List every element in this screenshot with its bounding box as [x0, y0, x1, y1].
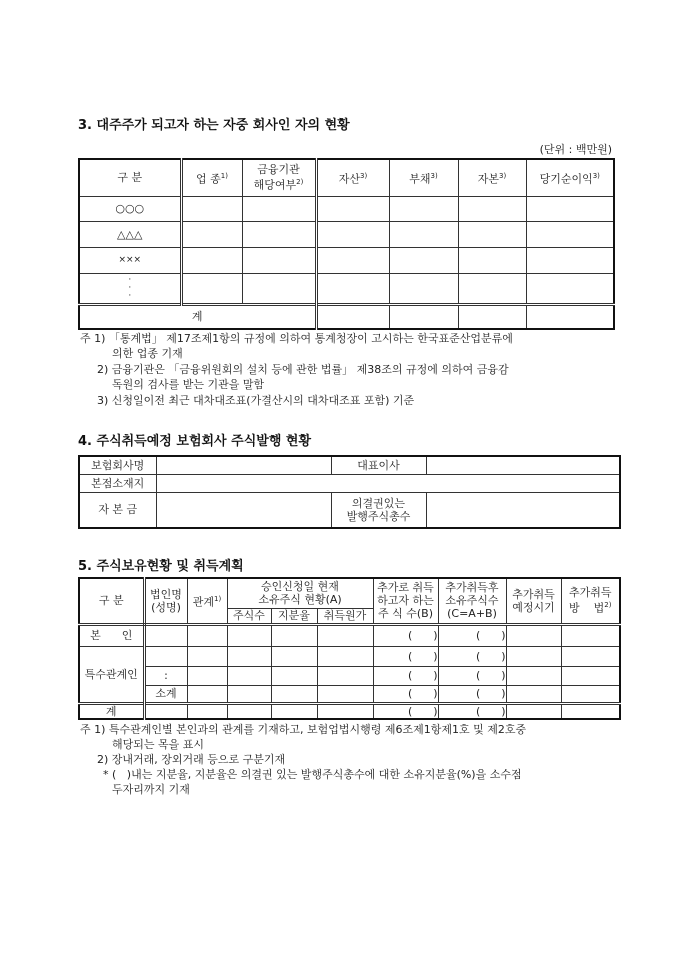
- table-row: [79, 666, 620, 685]
- header-shares: 주식수: [227, 608, 271, 624]
- subtotal-label: 소계: [144, 685, 187, 703]
- row-label-special: 특수관계인: [79, 646, 144, 703]
- label-voting-shares: 의결권있는 발행주식총수: [331, 492, 426, 528]
- table-shareholding-plan: [78, 577, 621, 720]
- header-equity: 자본$^{3)}$: [458, 159, 526, 196]
- note: 2) 장내거래, 장외거래 등으로 구분기재: [97, 753, 286, 766]
- label-head-office: 본점소재지: [79, 474, 156, 492]
- header-cost: 취득원가: [317, 608, 373, 624]
- table-row: [79, 624, 620, 646]
- paren-ratio: ( ): [373, 703, 438, 719]
- paren-ratio: ( ): [373, 685, 438, 703]
- paren-ratio: ( ): [438, 703, 506, 719]
- header-additional-shares: 추가로 취득 하고자 하는 주 식 수(B): [373, 578, 438, 624]
- total-label: 계: [79, 703, 144, 719]
- header-method: 추가취득 방 법$^{2)}$: [561, 578, 620, 624]
- paren-ratio: ( ): [438, 685, 506, 703]
- paren-ratio: ( ): [438, 666, 506, 685]
- header-gubun: 구 분: [79, 578, 144, 624]
- header-gubun: 구 분: [79, 159, 181, 196]
- label-ceo: 대표이사: [331, 456, 426, 474]
- note: 두자리까지 기재: [112, 783, 190, 796]
- header-relation: 관계$^{1)}$: [187, 578, 227, 624]
- table-row: [79, 247, 614, 273]
- paren-ratio: ( ): [373, 624, 438, 646]
- note: 해당되는 목을 표시: [112, 738, 205, 751]
- table-insurer-shares: [78, 455, 621, 529]
- table-row: [79, 273, 614, 304]
- total-row: [79, 304, 614, 329]
- note: 독원의 검사를 받는 기관을 말함: [112, 378, 265, 391]
- label-insurer-name: 보험회사명: [79, 456, 156, 474]
- header-name: 법인명 (성명): [144, 578, 187, 624]
- unit-label: (단위 : 백만원): [539, 143, 612, 156]
- header-ratio: 지분율: [271, 608, 317, 624]
- table-major-shareholder-companies: [78, 158, 615, 330]
- total-label: 계: [79, 304, 316, 329]
- paren-ratio: ( ): [438, 624, 506, 646]
- row-label-self: 본 인: [79, 624, 144, 646]
- table-row: [79, 196, 614, 221]
- header-after-shares: 추가취득후 소유주식수 (C=A+B): [438, 578, 506, 624]
- table-row: [79, 221, 614, 247]
- header-net-income: 당기순이익$^{3)}$: [526, 159, 614, 196]
- header-assets: 자산$^{3)}$: [316, 159, 389, 196]
- paren-ratio: ( ): [438, 646, 506, 666]
- section4-title: 4. 주식취득예정 보험회사 주식발행 현황: [78, 434, 312, 449]
- row-label: · · ·: [79, 273, 181, 304]
- header-holdings: 승인신청일 현재 소유주식 현황(A): [227, 578, 373, 608]
- header-schedule: 추가취득 예정시기: [506, 578, 561, 624]
- section3-title: 3. 대주주가 되고자 하는 자중 회사인 자의 현황: [78, 118, 350, 133]
- header-industry: 업 종$^{1)}$: [181, 159, 242, 196]
- note: 2) 금융기관은 「금융위원회의 설치 등에 관한 법률」 제38조의 규정에 의하여 금융감: [97, 363, 509, 376]
- row-label: ×××: [79, 247, 181, 273]
- header-financial-institution: 금융기관 해당여부$^{2)}$: [242, 159, 316, 196]
- note: 주 1) 「통계법」 제17조제1항의 규정에 의하여 통계청장이 고시하는 한국표준산업분류에: [80, 332, 513, 345]
- dots: :: [144, 666, 187, 685]
- note: 3) 신청일이전 최근 대차대조표(가결산시의 대차대조표 포함) 기준: [97, 394, 415, 407]
- section5-title: 5. 주식보유현황 및 취득계획: [78, 559, 244, 574]
- header-liabilities: 부채$^{3)}$: [389, 159, 458, 196]
- table-row: [79, 685, 620, 703]
- paren-ratio: ( ): [373, 646, 438, 666]
- row-label: △△△: [79, 221, 181, 247]
- row-label: ○○○: [79, 196, 181, 221]
- note: 주 1) 특수관계인별 본인과의 관계를 기재하고, 보험업법시행령 제6조제1항제1호 및 제2호중: [80, 723, 527, 736]
- table-row: [79, 646, 620, 666]
- total-row: [79, 703, 620, 719]
- note: * ( )내는 지분율, 지분율은 의결권 있는 발행주식총수에 대한 소유지분율(%)을 소수점: [103, 768, 522, 781]
- label-capital: 자 본 금: [79, 492, 156, 528]
- note: 의한 업종 기재: [112, 347, 183, 360]
- paren-ratio: ( ): [373, 666, 438, 685]
